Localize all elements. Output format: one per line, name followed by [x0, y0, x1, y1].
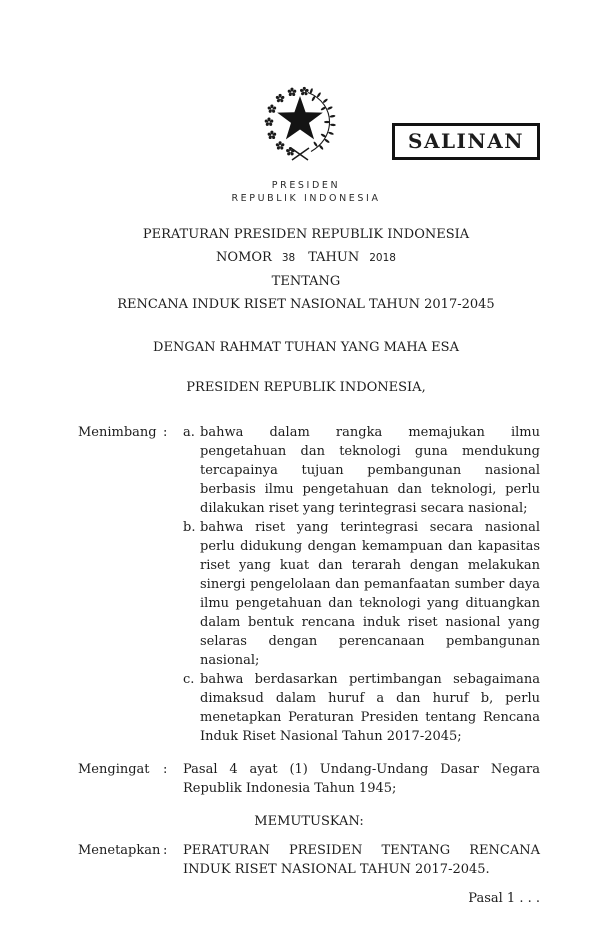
enactment-clause — [78, 841, 540, 879]
title-regulation-line: PERATURAN PRESIDEN REPUBLIK INDONESIA — [142, 227, 470, 242]
consideration-text-c: bahwa berdasarkan pertimbangan sebagaimana dimaksud dalam huruf a dan huruf b, perlu menetapkan Peraturan Presiden tentang Rencana Induk Riset Nasional Tahun 2017-2045; — [200, 672, 540, 744]
enactment-separator: : — [163, 843, 168, 858]
nomor-value: 38 — [281, 252, 296, 264]
legal-basis-separator: : — [163, 762, 168, 777]
enactment-text: PERATURAN PRESIDEN TENTANG RENCANA INDUK RISET NASIONAL TAHUN 2017-2045. — [183, 843, 540, 877]
consideration-item-a — [183, 423, 540, 518]
document-title — [0, 223, 612, 316]
nomor-prefix: NOMOR — [216, 250, 272, 265]
consideration-text-a: bahwa dalam rangka memajukan ilmu pengetahuan dan teknologi guna mendukung tercapainya tujuan pembangunan nasional berbasis ilmu pengetahuan dan teknologi, perlu dilakukan riset yang terintegrasi secara nasional; — [200, 425, 540, 516]
decision-heading: MEMUTUSKAN: — [254, 814, 364, 829]
legal-basis-clause — [78, 760, 540, 798]
considerations-separator: : — [163, 425, 168, 440]
consideration-letter-b: b. — [183, 520, 196, 535]
letterhead-line2: REPUBLIK INDONESIA — [231, 192, 381, 204]
authority-line: PRESIDEN REPUBLIK INDONESIA, — [186, 380, 426, 395]
letterhead-text — [0, 180, 612, 205]
considerations-content — [183, 423, 540, 746]
consideration-letter-a: a. — [183, 425, 195, 440]
letterhead-line1: PRESIDEN — [271, 180, 341, 191]
document-body — [0, 423, 612, 908]
enactment-label: Menetapkan — [78, 843, 161, 858]
legal-basis-label: Mengingat — [78, 762, 150, 777]
legal-basis-text: Pasal 4 ayat (1) Undang-Undang Dasar Negara Republik Indonesia Tahun 1945; — [183, 762, 540, 796]
consideration-letter-c: c. — [183, 672, 195, 687]
tahun-prefix: TAHUN — [308, 250, 360, 265]
invocation-line: DENGAN RAHMAT TUHAN YANG MAHA ESA — [153, 340, 459, 355]
title-subject: RENCANA INDUK RISET NASIONAL TAHUN 2017-2045 — [117, 297, 495, 312]
considerations-clause — [78, 423, 540, 746]
title-tentang: TENTANG — [271, 274, 341, 289]
consideration-text-b: bahwa riset yang terintegrasi secara nasional perlu didukung dengan kemampuan dan kapasitas riset yang kuat dan terarah dengan melakukan sinergi pengelolaan dan pemanfaatan sumber daya ilmu pengetahuan dan teknologi yang dituangkan dalam bentuk rencana induk riset nasional yang selaras dengan perencanaan pembangunan nasional; — [200, 520, 540, 668]
salinan-stamp-label: SALINAN — [408, 129, 524, 153]
consideration-item-b — [183, 518, 540, 670]
considerations-label: Menimbang — [78, 425, 157, 440]
consideration-item-c — [183, 670, 540, 746]
title-number-line — [0, 246, 612, 270]
tahun-value: 2018 — [369, 252, 396, 264]
letterhead-header — [0, 0, 612, 205]
page-catchword: Pasal 1 . . . — [468, 891, 540, 906]
salinan-stamp — [392, 123, 540, 160]
